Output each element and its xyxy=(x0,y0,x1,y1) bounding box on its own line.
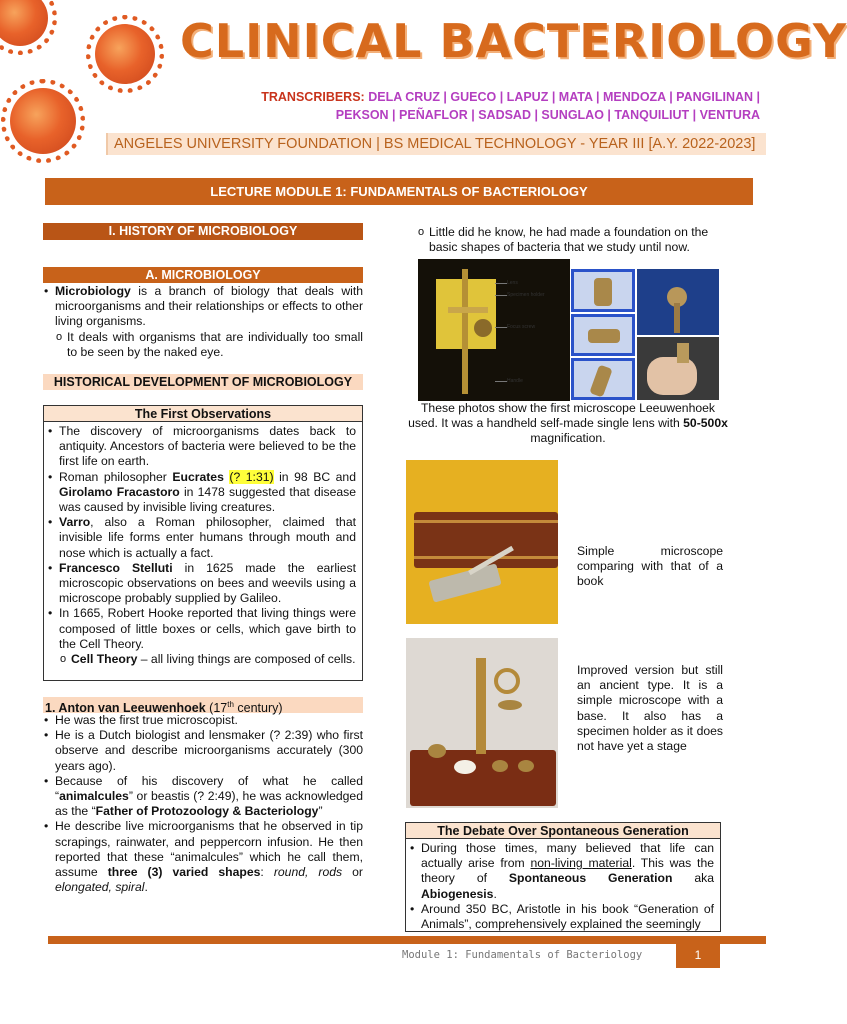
improved-microscope-caption: Improved version but still an ancient type. It is a simple microscope with a base. It also has a specimen holder as it does not have yet a stage xyxy=(577,663,723,754)
highlight-timestamp: (? 1:31) xyxy=(229,469,274,484)
virus-icon xyxy=(0,0,48,46)
transcribers-line-2: PEKSON | PEÑAFLOR | SADSAD | SUNGLAO | TANQUILIUT | VENTURA xyxy=(335,108,760,122)
microscope-photo-blue-2 xyxy=(571,314,635,356)
spontaneous-generation-box xyxy=(405,822,721,932)
microscope-photo-blue-bg xyxy=(637,269,719,335)
list-item: • He was the first true microscopist. xyxy=(43,713,363,728)
transcribers-line-1: DELA CRUZ | GUECO | LAPUZ | MATA | MENDOZA | PANGILINAN | xyxy=(368,90,760,104)
intro-text xyxy=(405,225,725,255)
improved-microscope-photo xyxy=(406,638,558,808)
list-item: • Francesco Stelluti in 1625 made the earliest microscopic observations on bees and weevils using a microscope probably supplied by Galileo. xyxy=(47,561,356,607)
leeuwenhoek-title: 1. Anton van Leeuwenhoek (17th century) xyxy=(43,697,363,713)
leeuwenhoek-list xyxy=(43,713,363,895)
list-item: • The discovery of microorganisms dates back to antiquity. Ancestors of bacteria were believed to be the first life on earth. xyxy=(47,424,356,470)
university-banner: ANGELES UNIVERSITY FOUNDATION | BS MEDICAL TECHNOLOGY - YEAR III [A.Y. 2022-2023] xyxy=(106,133,766,155)
microbiology-definition xyxy=(43,284,363,360)
transcribers xyxy=(200,88,760,124)
document-title: CLINICAL BACTERIOLOGY xyxy=(180,14,847,68)
spontaneous-generation-title: The Debate Over Spontaneous Generation xyxy=(406,823,720,839)
subsection-title-microbiology: A. MICROBIOLOGY xyxy=(43,267,363,283)
list-item: • Microbiology is a branch of biology that deals with microorganisms and their relationships or effects to other living organisms. xyxy=(43,284,363,330)
microscope-photo-blue-3 xyxy=(571,358,635,400)
book-caption: Simple microscope comparing with that of a book xyxy=(577,544,723,589)
list-item: • During those times, many believed that life can actually arise from non-living material. This was the theory of Spontaneous Generation aka Abiogenesis. xyxy=(409,841,714,902)
first-observations-box xyxy=(43,405,363,681)
transcribers-label: TRANSCRIBERS: xyxy=(261,90,365,104)
list-item: • In 1665, Robert Hooke reported that living things were composed of little boxes or cells, which gave birth to the Cell Theory. xyxy=(47,606,356,652)
microscope-diagram-photo xyxy=(418,259,570,401)
footer-text: Module 1: Fundamentals of Bacteriology xyxy=(402,949,643,961)
list-item: o Little did he know, he had made a foundation on the basic shapes of bacteria that we study until now. xyxy=(405,225,725,255)
list-item: • Roman philosopher Eucrates (? 1:31) in 98 BC and Girolamo Fracastoro in 1478 suggested that disease was caused by invisible living creatures. xyxy=(47,470,356,516)
page-number: 1 xyxy=(676,944,720,968)
microscope-photo-blue-1 xyxy=(571,269,635,312)
list-item: o Cell Theory – all living things are composed of cells. xyxy=(47,652,356,667)
historical-development-title: HISTORICAL DEVELOPMENT OF MICROBIOLOGY xyxy=(43,374,363,390)
module-title: LECTURE MODULE 1: FUNDAMENTALS OF BACTERIOLOGY xyxy=(45,178,753,205)
microscope-caption: These photos show the first microscope Leeuwenhoek used. It was a handheld self-made single lens with 50-500x magnification. xyxy=(408,401,728,445)
list-item: o It deals with organisms that are individually too small to be seen by the naked eye. xyxy=(43,330,363,360)
microscope-with-book-photo xyxy=(406,460,558,624)
footer-bar xyxy=(48,936,766,944)
virus-icon xyxy=(95,24,155,84)
list-item: • Varro, also a Roman philosopher, claimed that invisible life forms enter humans through mouth and nose which is actually a fact. xyxy=(47,515,356,561)
first-observations-title: The First Observations xyxy=(44,406,362,422)
list-item: • He describe live microorganisms that he observed in tip scrapings, rainwater, and peppercorn infusion. He then reported that these “animalcules” which he call them, assume three (3) varied shapes: round, rods or elongated, spiral. xyxy=(43,819,363,895)
section-title-history: I. HISTORY OF MICROBIOLOGY xyxy=(43,223,363,240)
list-item: • He is a Dutch biologist and lensmaker (? 2:39) who first observe and describe microorganisms accurately (300 years ago). xyxy=(43,728,363,774)
list-item: • Because of his discovery of what he called “animalcules” or beastis (? 2:49), he was acknowledged as the “Father of Protozoology & Bacteriology” xyxy=(43,774,363,820)
list-item: • Around 350 BC, Aristotle in his book “Generation of Animals”, comprehensively explained the seemingly xyxy=(409,902,714,932)
virus-icon xyxy=(10,88,76,154)
microscope-photo-hand xyxy=(637,337,719,400)
